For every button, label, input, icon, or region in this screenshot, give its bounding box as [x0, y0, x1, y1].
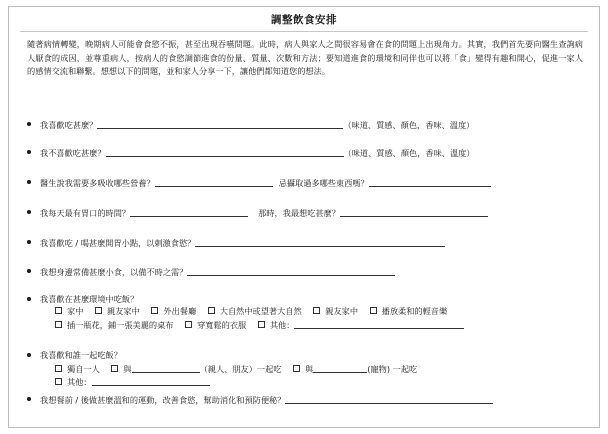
- page-title: 調整飲食安排: [271, 14, 337, 26]
- checkbox[interactable]: [313, 307, 320, 314]
- checkbox[interactable]: [55, 321, 62, 328]
- pet-blank[interactable]: [313, 363, 367, 373]
- answer-blank[interactable]: [130, 207, 248, 217]
- checkbox[interactable]: [111, 365, 118, 372]
- question-text: 我喜歡在甚麼環境中吃飯？: [40, 294, 139, 304]
- option-alone[interactable]: 獨自一人: [55, 364, 100, 375]
- answer-blank[interactable]: [97, 119, 343, 129]
- option-relative-home[interactable]: 親友家中: [95, 306, 140, 317]
- option-loose-clothes[interactable]: 穿寬鬆的衣服: [185, 320, 246, 331]
- bullet: [27, 180, 31, 184]
- option-flowers-tablecloth[interactable]: 插一瓶花，鋪一張美麗的桌布: [55, 320, 173, 331]
- option-soft-music[interactable]: 播放柔和的輕音樂: [370, 306, 448, 317]
- question-text: 我喜歡吃 / 喝甚麼開胃小點，以刺激食慾？: [40, 238, 196, 248]
- companion-options-row-1: [55, 363, 426, 375]
- bullet: [27, 240, 31, 244]
- answer-blank-2[interactable]: [340, 207, 488, 217]
- checkbox[interactable]: [55, 307, 62, 314]
- environment-options-row-1: [55, 306, 456, 317]
- question-text-2: 忌攝取過多哪些東西嗎？: [278, 178, 369, 188]
- checkbox[interactable]: [293, 365, 300, 372]
- option-with-people[interactable]: 與 （親人、朋友）一起吃: [111, 363, 281, 375]
- people-blank[interactable]: [132, 363, 200, 373]
- checkbox[interactable]: [258, 321, 265, 328]
- option-restaurant[interactable]: 外出餐廳: [151, 306, 196, 317]
- answer-blank-2[interactable]: [369, 177, 491, 187]
- answer-blank[interactable]: [195, 237, 445, 247]
- checkbox[interactable]: [151, 307, 158, 314]
- bullet: [27, 210, 31, 214]
- intro-paragraph: 隨著病情轉變，晚期病人可能會食慾不振，甚至出現吞嚥問題。此時，病人與家人之間很容易會在食的問題上出現角力。其實，我們首先要向醫生查詢病人厭食的成因，並尊重病人，按病人的食慾調節進食的份量、質量、次數和方法；要知道進食的環境和同伴也可以將「食」變得有趣和開心，促進一家人的感情交流和聯繫。想想以下的問題，並和家人分享一下，讓他們都知道您的想法。: [27, 39, 583, 77]
- companion-options-row-2: [55, 376, 219, 388]
- checkbox[interactable]: [185, 321, 192, 328]
- option-nature[interactable]: 大自然中或望著大自然: [208, 306, 302, 317]
- hint-text: （味道、質感、顏色，香味、溫度）: [343, 120, 475, 130]
- other-blank[interactable]: [294, 319, 464, 329]
- answer-blank[interactable]: [285, 394, 493, 404]
- question-text: 我不喜歡吃甚麼？: [40, 148, 106, 158]
- answer-blank[interactable]: [187, 266, 395, 276]
- environment-options-row-2: [55, 319, 473, 331]
- option-with-pet[interactable]: 與 (寵物) 一起吃: [293, 363, 417, 375]
- checkbox[interactable]: [55, 365, 62, 372]
- option-other[interactable]: 其他：: [55, 376, 210, 388]
- bullet: [27, 397, 31, 401]
- question-text-2: 那時，我最想吃甚麼？: [258, 208, 340, 218]
- answer-blank[interactable]: [106, 147, 344, 157]
- bullet: [27, 269, 31, 273]
- other-blank[interactable]: [92, 376, 210, 386]
- bullet: [27, 150, 31, 154]
- worksheet: [8, 6, 600, 428]
- checkbox[interactable]: [208, 307, 215, 314]
- question-text: 我喜歡和誰一起吃飯？: [40, 350, 122, 360]
- checkbox[interactable]: [95, 307, 102, 314]
- question-text: 醫生說我需要多吸收哪些營養？: [40, 178, 155, 188]
- option-other[interactable]: 其他：: [258, 319, 465, 331]
- question-text: 我想身邊常備甚麼小食，以備不時之需？: [40, 267, 188, 277]
- question-text: 我想餐前 / 後做甚麼溫和的運動，改善食慾，幫助消化和預防便秘？: [40, 395, 286, 405]
- checkbox[interactable]: [55, 378, 62, 385]
- hint-text: （味道、質感、顏色，香味、溫度）: [343, 148, 475, 158]
- bullet: [27, 353, 31, 357]
- question-text: 我每天最有胃口的時間？: [40, 208, 131, 218]
- option-home[interactable]: 家中: [55, 306, 83, 317]
- bullet: [27, 122, 31, 126]
- bullet: [27, 297, 31, 301]
- question-text: 我喜歡吃甚麼？: [40, 120, 98, 130]
- checkbox[interactable]: [370, 307, 377, 314]
- title-divider: [20, 31, 588, 32]
- option-relative-home-2[interactable]: 親友家中: [313, 306, 358, 317]
- answer-blank[interactable]: [155, 177, 273, 187]
